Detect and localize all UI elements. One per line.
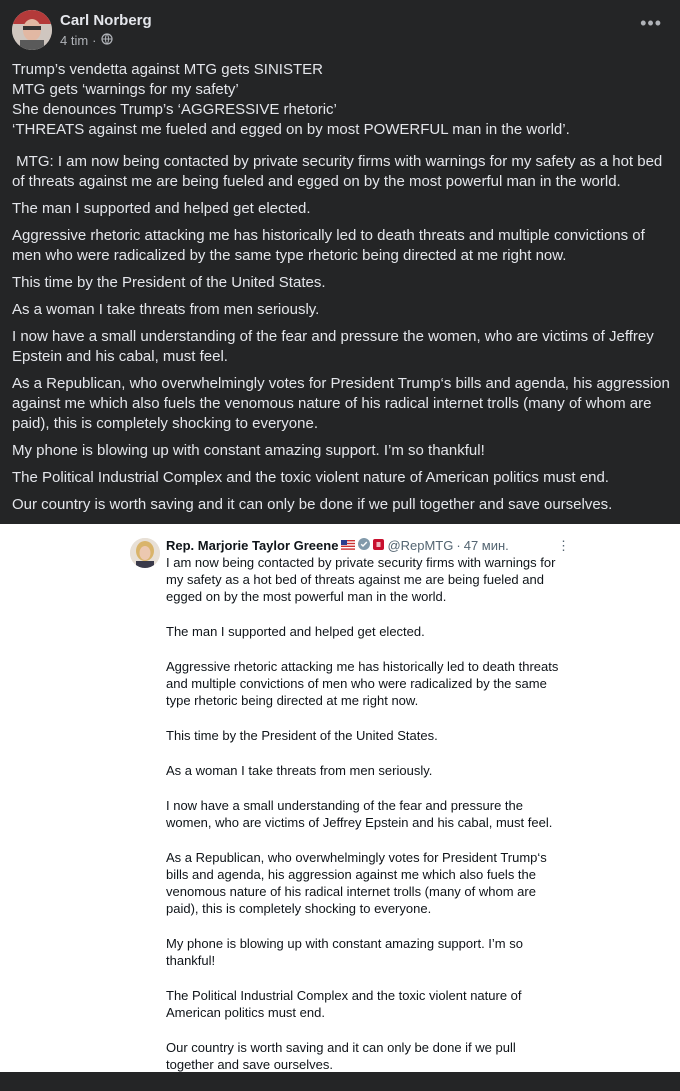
tweet-time: 47 мин.: [463, 538, 509, 553]
facebook-post: [0, 0, 680, 524]
tweet-paragraph: The man I supported and helped get elected.: [166, 624, 425, 639]
headline-line: ‘THREATS against me fueled and egged on by most POWERFUL man in the world’.: [12, 121, 570, 138]
tweet-paragraph: As a woman I take threats from men seriously.: [166, 763, 433, 778]
post-time[interactable]: 4 tim: [60, 33, 89, 48]
tweet-paragraph: Our country is worth saving and it can only be done if we pull together and save ourselves.: [166, 1040, 516, 1072]
post-paragraph: As a Republican, who overwhelmingly votes for President Trump‘s bills and agenda, his aggression against me which also fuels the venomous nature of his radical internet trolls (many of whom are paid), this is completely shocking to everyone.: [12, 375, 670, 432]
author-avatar[interactable]: [12, 10, 52, 50]
tweet-paragraph: My phone is blowing up with constant amazing support. I’m so thankful!: [166, 936, 523, 968]
tweet-paragraph: I am now being contacted by private security firms with warnings for my safety as a hot bed of threats against me are being fueled and egged on by the most powerful man in the world.: [166, 555, 556, 604]
affiliation-badge-icon: [373, 538, 384, 553]
post-paragraph: My phone is blowing up with constant amazing support. I’m so thankful!: [12, 442, 485, 459]
post-paragraph: MTG: I am now being contacted by private security firms with warnings for my safety as a hot bed of threats against me are being fueled and egged on by the most powerful man in the world.: [12, 153, 667, 190]
author-name[interactable]: Carl Norberg: [60, 12, 152, 29]
tweet-paragraph: I now have a small understanding of the fear and pressure the women, who are victims of Jeffrey Epstein and his cabal, must feel.: [166, 798, 553, 830]
attached-image[interactable]: [0, 524, 680, 1072]
post-paragraph: This time by the President of the United States.: [12, 274, 326, 291]
post-paragraph: Aggressive rhetoric attacking me has historically led to death threats and multiple convictions of men who were radicalized by the same type rhetoric being directed at me right now.: [12, 227, 645, 264]
tweet-paragraph: The Political Industrial Complex and the toxic violent nature of American politics must end.: [166, 988, 522, 1020]
post-headline: [12, 60, 672, 140]
post-paragraph: The Political Industrial Complex and the toxic violent nature of American politics must end.: [12, 469, 609, 486]
tweet-separator: ·: [456, 538, 461, 553]
meta-separator: ·: [92, 33, 97, 48]
post-paragraph: As a woman I take threats from men seriously.: [12, 301, 320, 318]
headline-line: MTG gets ‘warnings for my safety’: [12, 81, 239, 98]
post-paragraph: The man I supported and helped get elected.: [12, 200, 311, 217]
verified-badge-icon: [358, 538, 370, 553]
tweet-header: [166, 538, 509, 553]
tweet-paragraph: As a Republican, who overwhelmingly votes for President Trump‘s bills and agenda, his aggression against me which also fuels the venomous nature of his radical internet trolls (many of whom are paid), this is completely shocking to everyone.: [166, 850, 547, 916]
post-paragraph: I now have a small understanding of the fear and pressure the women, who are victims of Jeffrey Epstein and his cabal, must feel.: [12, 328, 654, 365]
tweet-author-name: Rep. Marjorie Taylor Greene: [166, 538, 339, 553]
globe-icon: [101, 33, 113, 48]
more-options-icon[interactable]: •••: [640, 13, 662, 33]
post-meta: [60, 33, 113, 48]
tweet-avatar: [130, 538, 160, 568]
post-paragraph: Our country is worth saving and it can only be done if we pull together and save ourselves.: [12, 496, 613, 513]
kebab-icon: ⋮: [557, 538, 570, 553]
tweet-body: [166, 554, 566, 1091]
tweet-paragraph: Aggressive rhetoric attacking me has historically led to death threats and multiple convictions of men who were radicalized by the same type rhetoric being directed at me right now.: [166, 659, 559, 708]
tweet-paragraph: This time by the President of the United States.: [166, 728, 438, 743]
post-body: [12, 60, 672, 515]
tweet-handle: @RepMTG: [387, 538, 454, 553]
headline-line: Trump’s vendetta against MTG gets SINISTER: [12, 61, 323, 78]
headline-line: She denounces Trump’s ‘AGGRESSIVE rhetoric’: [12, 101, 337, 118]
us-flag-icon: [341, 538, 355, 553]
